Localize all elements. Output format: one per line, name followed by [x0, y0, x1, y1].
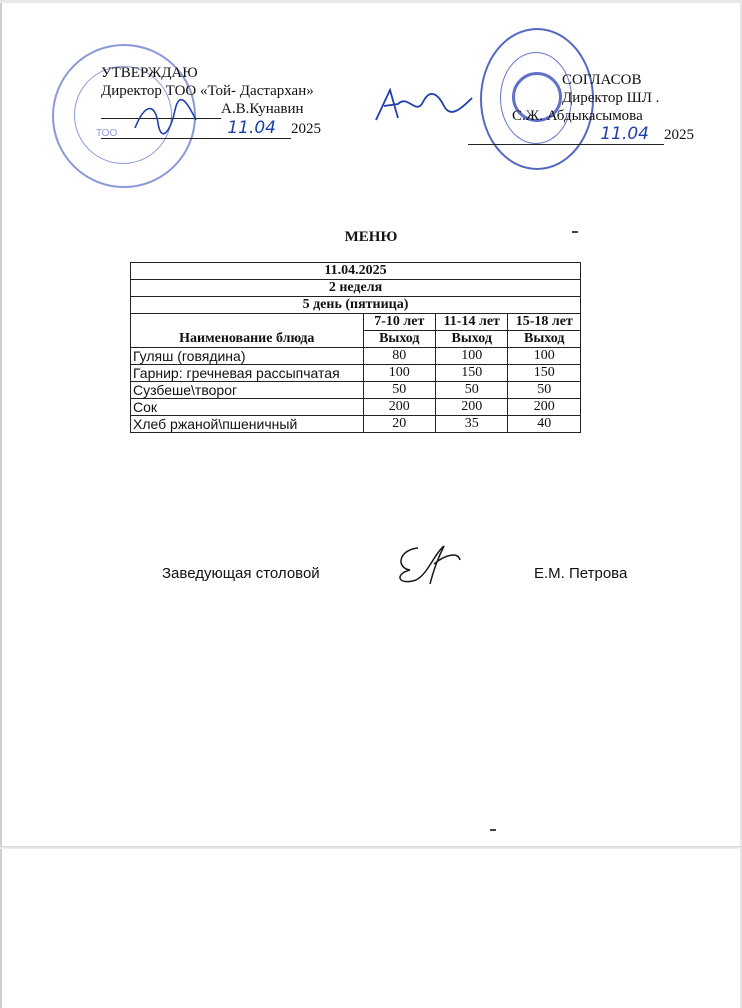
dish-name: Гарнир: гречневая рассыпчатая	[131, 365, 364, 382]
agree-date-handwritten: 11.04	[600, 124, 649, 144]
table-age-row	[131, 314, 581, 331]
portion-value: 100	[508, 348, 581, 365]
table-date-row	[131, 263, 581, 280]
portion-value: 100	[363, 365, 435, 382]
table-day-row	[131, 297, 581, 314]
agree-block	[512, 71, 702, 145]
portion-value: 35	[436, 416, 508, 433]
approve-position: Директор ТОО «Той- Дастархан»	[101, 83, 314, 99]
column-header-age: 15-18 лет	[508, 314, 581, 331]
dish-name: Гуляш (говядина)	[131, 348, 364, 365]
dish-name: Сок	[131, 399, 364, 416]
portion-value: 200	[508, 399, 581, 416]
table-week: 2 неделя	[131, 280, 581, 297]
column-header-age: 11-14 лет	[436, 314, 508, 331]
approve-name: А.В.Кунавин	[221, 101, 304, 117]
column-header-dish: Наименование блюда	[131, 314, 364, 348]
portion-value: 80	[363, 348, 435, 365]
scan-speck	[572, 231, 578, 233]
page-fold-line	[0, 846, 742, 849]
signature-left	[130, 98, 200, 138]
column-header-output: Выход	[436, 331, 508, 348]
portion-value: 50	[508, 382, 581, 399]
footer-name: Е.М. Петрова	[534, 565, 628, 582]
signature-bottom	[388, 540, 468, 588]
menu-table	[130, 262, 581, 433]
table-row	[131, 365, 581, 382]
company-stamp-text: ТОО	[96, 128, 118, 139]
table-day: 5 день (пятница)	[131, 297, 581, 314]
agree-position: Директор ШЛ .	[562, 90, 660, 106]
column-header-age: 7-10 лет	[363, 314, 435, 331]
portion-value: 20	[363, 416, 435, 433]
column-header-output: Выход	[508, 331, 581, 348]
portion-value: 150	[508, 365, 581, 382]
scan-speck	[490, 829, 496, 831]
footer-role: Заведующая столовой	[162, 565, 320, 582]
table-row	[131, 416, 581, 433]
agree-date-row	[468, 125, 702, 145]
page-title: МЕНЮ	[344, 229, 398, 245]
dish-name: Сузбеше\творог	[131, 382, 364, 399]
agree-name: С.Ж. Абдыкасымова	[512, 108, 643, 124]
table-row	[131, 382, 581, 399]
scan-left-edge	[0, 0, 2, 1008]
approve-date-handwritten: 11.04	[227, 118, 276, 138]
portion-value: 150	[436, 365, 508, 382]
column-header-output: Выход	[363, 331, 435, 348]
portion-value: 50	[436, 382, 508, 399]
table-date: 11.04.2025	[131, 263, 581, 280]
agree-year: 2025	[664, 127, 694, 143]
table-row	[131, 348, 581, 365]
agree-date-line	[468, 125, 664, 145]
table-row	[131, 399, 581, 416]
approve-heading: УТВЕРЖДАЮ	[101, 65, 198, 81]
approve-year: 2025	[291, 121, 321, 137]
portion-value: 50	[363, 382, 435, 399]
signature-middle	[368, 80, 478, 130]
scan-top-edge	[0, 0, 742, 3]
agree-heading: СОГЛАСОВ	[562, 72, 642, 88]
portion-value: 100	[436, 348, 508, 365]
portion-value: 200	[363, 399, 435, 416]
dish-name: Хлеб ржаной\пшеничный	[131, 416, 364, 433]
table-week-row	[131, 280, 581, 297]
portion-value: 40	[508, 416, 581, 433]
portion-value: 200	[436, 399, 508, 416]
